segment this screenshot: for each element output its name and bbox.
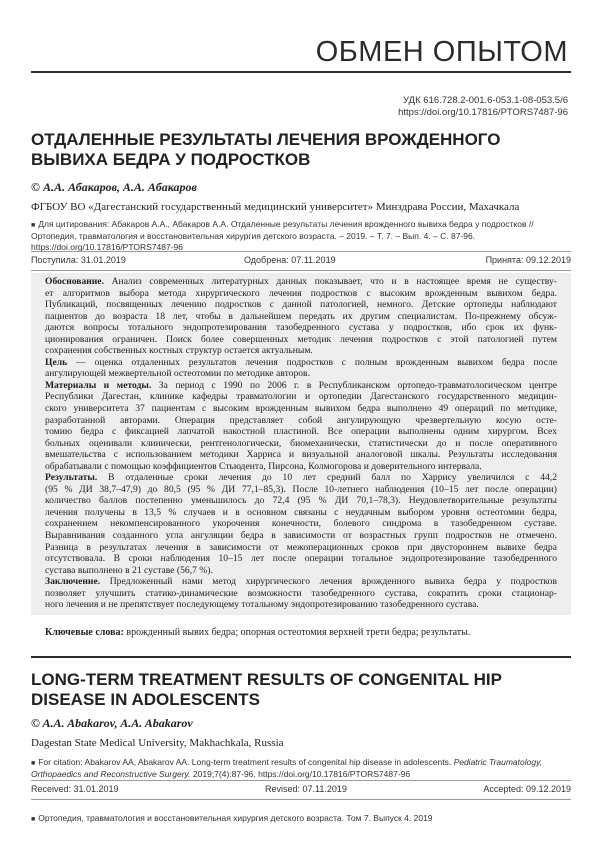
dates-en [31,784,571,796]
abstract-line: Результаты. В отдаленные сроки лечения до 10 лет средний балл по Харрису увеличился с 44,2 [45,472,557,484]
abstract-line: ского университета 37 пациентам с высоким врожденным вывихом бедра выполнено 49 операций по методике, [45,403,557,415]
square-bullet-icon: ■ [31,816,36,823]
abstract-ru [31,273,571,615]
dates-rule-bottom-en [31,799,571,800]
abstract-line: ангулирующей межвертельной остеотомии по методике авторов. [45,368,310,380]
authors-en: © A.A. Abakarov, A.A. Abakarov [31,716,193,730]
doi-link[interactable]: https://doi.org/10.17816/PTORS7487-96 [398,107,568,118]
udk-block [398,95,568,119]
footer-text: Ортопедия, травматология и восстановительная хирургия детского возраста. Том 7. Выпуск 4. 2019 [38,813,433,823]
abstract-heading-methods: Материалы и методы. [45,379,152,391]
abstract-line: вмешательства с использованием методики Харриса и визуальной аналоговой шкалы. Результаты исследования [45,449,557,461]
abstract-line: Выравнивания созданного угла ангуляции бедра в зависимости от возрастных групп подростков не отмечено. [45,530,557,542]
keywords-label: Ключевые слова: [45,627,124,638]
citation-ru [31,219,571,253]
revised-date-ru: Одобрена: 07.11.2019 [244,255,336,265]
abstract-heading-aim: Цель [45,356,68,368]
accepted-date-ru: Принята: 09.12.2019 [485,255,571,265]
article-title-ru: ОТДАЛЕННЫЕ РЕЗУЛЬТАТЫ ЛЕЧЕНИЯ ВРОЖДЕННОГО ВЫВИХА БЕДРА У ПОДРОСТКОВ [31,130,501,169]
citation-en-journal: Pediatric Traumatology, Orthopaedics and Reconstructive Surgery. [31,757,543,779]
header-rule [31,71,571,73]
abstract-line: сохранения собственных костных структур остается актуальным. [45,345,313,357]
page-footer [31,813,433,823]
abstract-line: отсутствовала. В сроки наблюдения 10–15 лет после операции тотальное эндопротезирование тазобедренного [45,553,557,565]
authors-ru: © А.А. Абакаров, А.А. Абакаров [31,180,197,194]
abstract-line: ционирования ограничен. Поиск более совершенных методик лечения подростков с этой патологией путем [45,333,557,345]
square-bullet-icon: ■ [31,222,36,229]
citation-en-prefix: For citation: Abakarov AA, Abakarov AA. Long-term treatment results of congenital hip disease in adolescents. [38,757,454,767]
abstract-heading-background: Обоснование. [45,276,104,287]
section-divider [31,656,571,658]
abstract-line: Разница в результатах лечения в зависимости от межоперационных сроков при двустороннем вывихе бедра [45,541,557,553]
abstract-line: (95 % ДИ 38,7–47,9) до 80,5 (95 % ДИ 77,1–85,3). После 10-летнего наблюдения (10–15 лет после операции) [45,483,557,495]
citation-en [31,757,571,780]
dates-rule-top-en [31,780,571,781]
abstract-line: томию бедра с фиксацией лапчатой накостной пластиной. Все операции выполнены одним хирургом. Всех [45,426,557,438]
square-bullet-icon: ■ [31,760,36,767]
abstract-line: Заключение. Предложенный нами метод хирургического лечения врожденного вывиха бедра у подростков [45,576,557,588]
accepted-date-en: Accepted: 09.12.2019 [483,784,571,794]
abstract-line: позволяет улучшить статико-динамические возможности тазобедренного сустава, сократить сроки стационар- [45,587,557,599]
abstract-line: пациентов до возраста 18 лет, чтобы в дальнейшем передать их другим специалистам. По-прежнему обсуж- [45,310,557,322]
affiliation-en: Dagestan State Medical University, Makhachkala, Russia [31,737,284,749]
article-title-en: LONG-TERM TREATMENT RESULTS OF CONGENITAL HIP DISEASE IN ADOLESCENTS [31,670,502,709]
abstract-line: Публикаций, посвященных лечению подростков с данной патологией, немного. Детские ортопеды наблюдают [45,299,557,311]
udk-code: УДК 616.728.2-001.6-053.1-08-053.5/6 [403,95,568,106]
keywords-text: врожденный вывих бедра; опорная остеотомия верхней трети бедра; результаты. [123,627,471,638]
dates-ru [31,255,571,267]
dates-rule-top [31,251,571,252]
received-date-en: Received: 31.01.2019 [31,784,119,794]
affiliation-ru: ФГБОУ ВО «Дагестанский государственный медицинский университет» Минздрава России, Махачкала [31,201,520,213]
keywords-ru [31,627,571,638]
abstract-line: сустава выполнено в 21 суставе (56,7 %). [45,564,213,576]
abstract-line: даются вопросы тотального эндопротезирования тазобедренного сустава у подростков, ибо срок их функ- [45,322,557,334]
abstract-line: Обоснование. Анализ современных литературных данных показывает, что и в настоящее время не существу- [45,276,557,287]
abstract-line: разработанной авторами. Операция представляет собой ангулирующую чрезвертельную косую осте- [45,414,557,426]
section-label: ОБМЕН ОПЫТОМ [315,36,568,68]
citation-en-suffix: 2019;7(4):87-96. https://doi.org/10.17816/PTORS7487-96 [190,769,411,779]
abstract-line: ного лечения и не препятствует последующему тотальному эндопротезированию тазобедренного сустава. [45,599,479,611]
received-date-ru: Поступила: 31.01.2019 [31,255,126,265]
citation-ru-text: Для цитирования: Абакаров А.А., Абакаров А.А. Отдаленные результаты лечения врожденного вывиха бедра у подростков // Ортопедия, травматология и восстановительная хирургия детского возраста. – 2019. – Т. 7. – Вып. 4. – С. 87-96. https://doi.org/10.17816/PTORS7487-96 [31,219,534,252]
abstract-line: Цель — оценка отдаленных результатов лечения подростков с полным врожденным вывихом бедра после [45,356,557,368]
dates-rule-bottom [31,270,571,271]
abstract-line: Материалы и методы. За период с 1990 по 2006 г. в Республиканском ортопедо-травматологическом центре [45,379,557,391]
abstract-line: больных оценивали клинически, рентгенологически, биомеханически, статистически до и после оперативного [45,437,557,449]
abstract-line: лечения получены в 13,5 % случаев и в основном связаны с неудачным выбором уровня остеотомии бедра, [45,506,557,518]
abstract-line: сохранением некомпенсированного укорочения конечности, болевого синдрома в тазобедренном суставе. [45,518,557,530]
abstract-heading-conclusion: Заключение. [45,576,101,588]
abstract-line: ет алгоритмов выбора метода хирургического лечения подростков с высоким врожденным вывихом бедра. [45,287,557,299]
abstract-line: Республики Дагестан, клинике кафедры травматологии и ортопедии Дагестанского государственного медицин- [45,391,557,403]
revised-date-en: Revised: 07.11.2019 [265,784,347,794]
abstract-line: количество баллов постепенно уменьшилось до 72,4 (95 % ДИ 70,1–78,3). Неудовлетворительные результаты [45,495,557,507]
abstract-line: обрабатывали с помощью коэффициентов Стьюдента, Пирсона, Колмогорова и доверительного интервала. [45,460,482,472]
abstract-heading-results: Результаты. [45,472,98,484]
